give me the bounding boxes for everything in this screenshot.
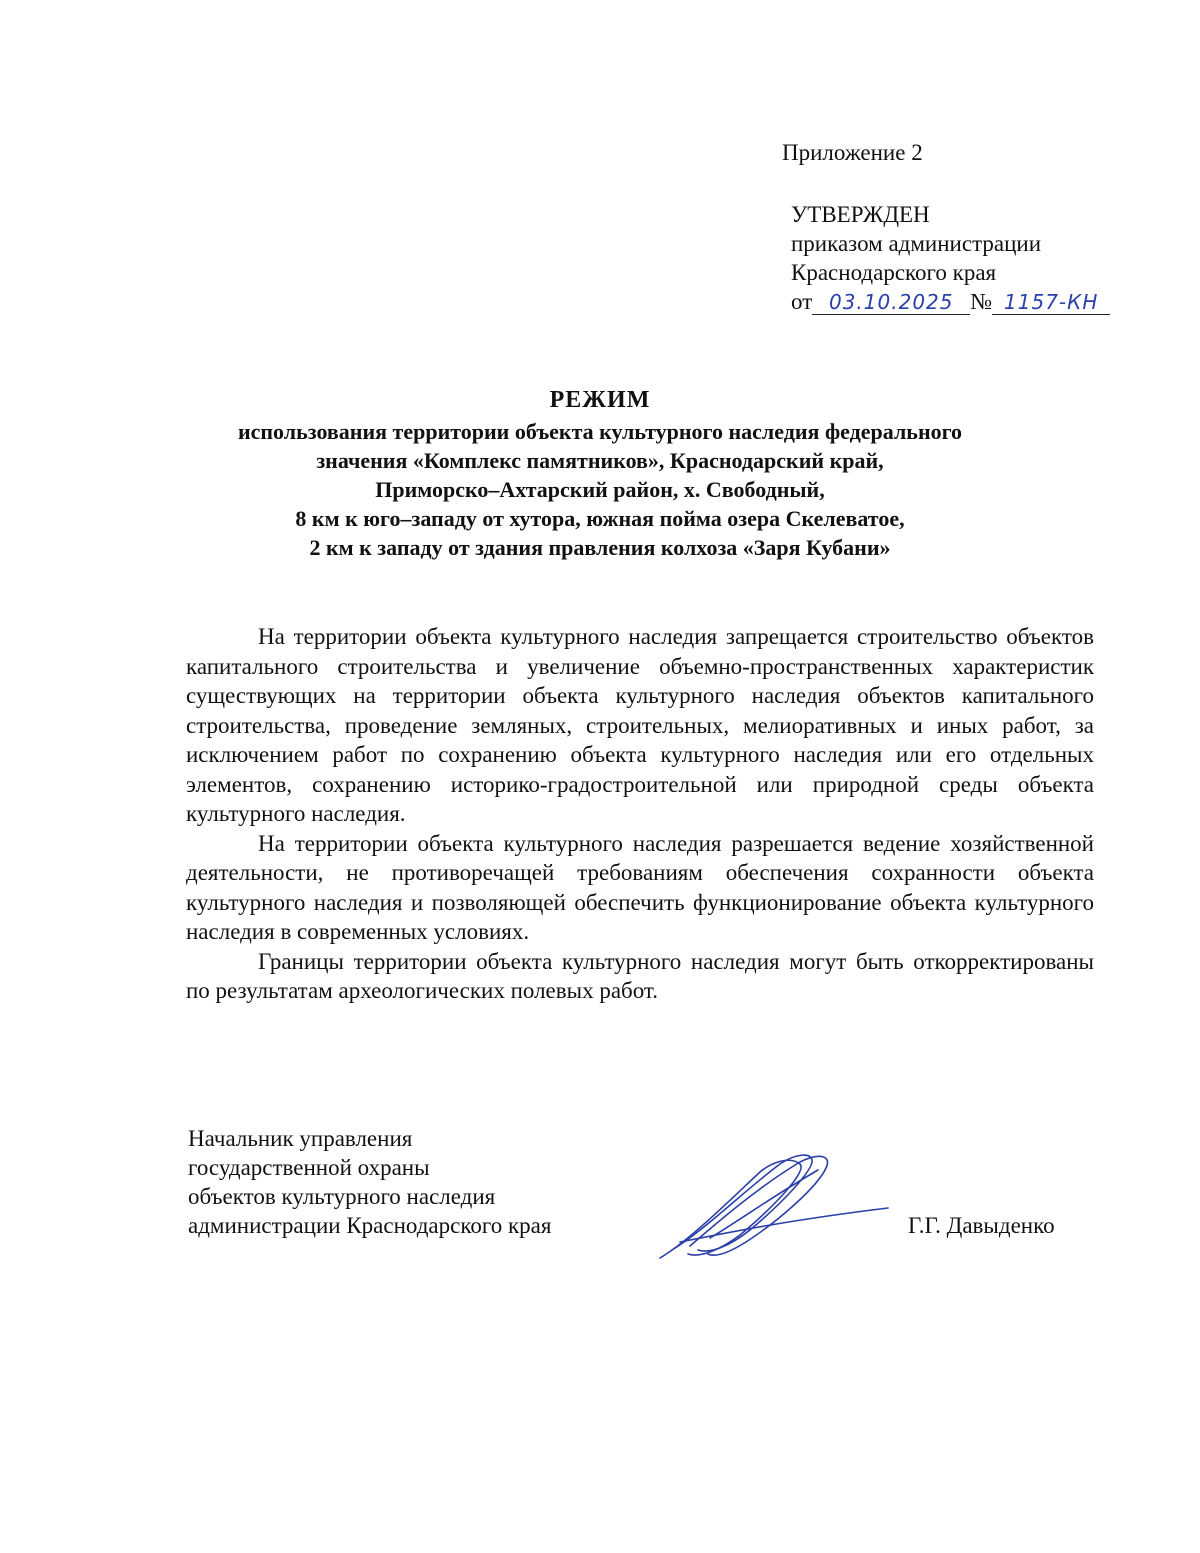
document-body	[186, 622, 1094, 1006]
approval-status: УТВЕРЖДЕН	[791, 202, 930, 227]
appendix-label: Приложение 2	[782, 140, 923, 165]
signer-name: Г.Г. Давыденко	[908, 1213, 1055, 1238]
title-line: 2 км к западу от здания правления колхоза «Заря Кубани»	[309, 535, 891, 560]
signer-position-line: государственной охраны	[188, 1155, 430, 1180]
handwritten-number: 1157-КН	[992, 290, 1110, 315]
signer-position-line: Начальник управления	[188, 1126, 413, 1151]
handwritten-signature	[650, 1150, 890, 1270]
number-prefix: №	[970, 289, 993, 314]
signer-position-line: администрации Краснодарского края	[188, 1213, 552, 1238]
body-paragraph: На территории объекта культурного наследия запрещается строительство объектов капитального строительства и увеличение объемно-пространственных характеристик существующих на территории объекта культурного наследия объектов капитального строительства, проведение земляных, строительных, мелиоративных и иных работ, за исключением работ по сохранению объекта культурного наследия или его отдельных элементов, сохранению историко-градостроительной или природной среды объекта культурного наследия.	[186, 624, 1094, 826]
approval-date-row	[791, 287, 1110, 317]
approval-stamp-block	[791, 200, 1110, 317]
document-title	[150, 386, 1050, 562]
title-line: использования территории объекта культурного наследия федерального	[237, 419, 963, 444]
body-paragraph: На территории объекта культурного наследия разрешается ведение хозяйственной деятельности, не противоречащей требованиям обеспечения сохранности объекта культурного наследия и позволяющей обеспечить функционирование объекта культурного наследия в современных условиях.	[186, 830, 1094, 944]
title-heading: РЕЖИМ	[549, 387, 651, 413]
signer-position-line: объектов культурного наследия	[188, 1184, 496, 1209]
title-line: 8 км к юго–западу от хутора, южная пойма озера Скелеватое,	[295, 506, 905, 531]
approval-line-1: приказом администрации	[791, 231, 1042, 256]
signature-strokes	[660, 1155, 888, 1258]
body-paragraph: Границы территории объекта культурного наследия могут быть откорректированы по результатам археологических полевых работ.	[186, 948, 1094, 1003]
handwritten-date: 03.10.2025	[812, 290, 970, 315]
approval-line-2: Краснодарского края	[791, 260, 997, 285]
signer-position	[188, 1124, 551, 1240]
title-line: значения «Комплекс памятников», Краснодарский край,	[316, 448, 884, 473]
date-prefix: от	[791, 289, 813, 314]
title-line: Приморско–Ахтарский район, х. Свободный,	[375, 477, 825, 502]
